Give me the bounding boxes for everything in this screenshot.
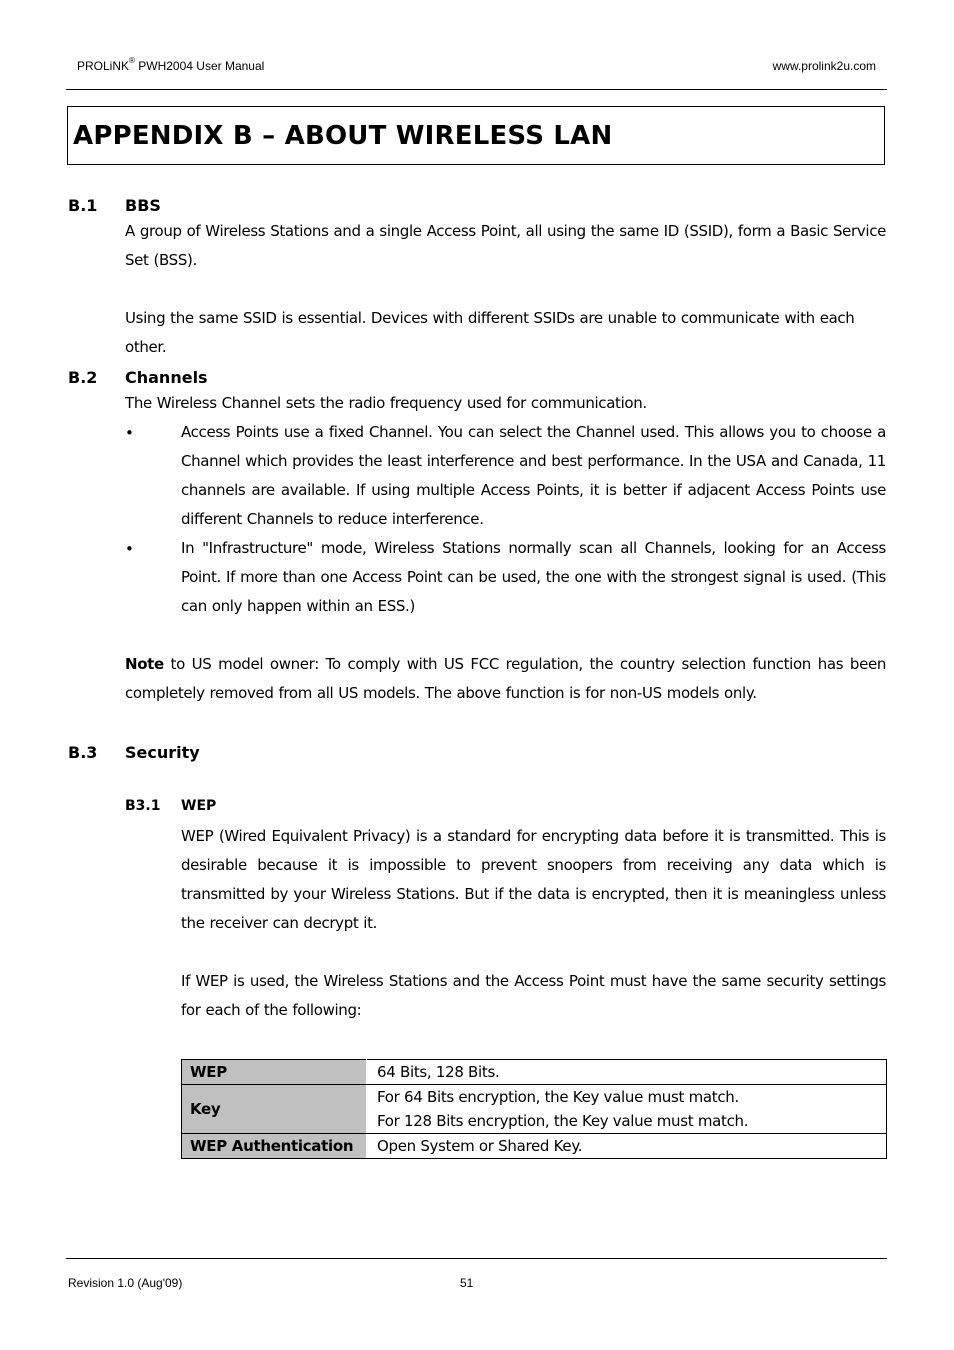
- table-key-cell: WEP Authentication: [182, 1134, 367, 1159]
- wep-settings-table: [181, 1059, 887, 1159]
- note-label: Note: [125, 655, 164, 673]
- section-number-b3: B.3: [68, 743, 98, 762]
- bbs-paragraph-2: Using the same SSID is essential. Devices with different SSIDs are unable to communicate with each other.: [125, 309, 855, 356]
- bullet-icon: •: [125, 424, 134, 442]
- section-number-b2: B.2: [68, 368, 98, 387]
- table-key-cell: WEP: [182, 1060, 367, 1085]
- table-row: [182, 1085, 887, 1134]
- section-title-channels: Channels: [125, 368, 208, 387]
- section-title-security: Security: [125, 743, 200, 762]
- subsection-number-b31: B3.1: [125, 798, 161, 814]
- bullet-icon: •: [125, 540, 134, 558]
- note-text: to US model owner: To comply with US FCC regulation, the country selection function has been completely removed from all US models. The above function is for non-US models only.: [125, 655, 886, 702]
- header-rule: [66, 89, 887, 90]
- registered-mark: ®: [129, 56, 135, 65]
- appendix-title: APPENDIX B – ABOUT WIRELESS LAN: [73, 121, 613, 151]
- table-value-cell: [367, 1134, 887, 1159]
- channels-intro: The Wireless Channel sets the radio frequency used for communication.: [125, 394, 647, 412]
- us-model-note: [125, 650, 886, 708]
- wep-paragraph-1: WEP (Wired Equivalent Privacy) is a standard for encrypting data before it is transmitted. This is desirable because it is impossible to prevent snoopers from receiving any data which is transmitted by your Wireless Stations. But if the data is encrypted, then it is meaningless unless the receiver can decrypt it.: [181, 827, 886, 932]
- wep-paragraph-2: If WEP is used, the Wireless Stations and the Access Point must have the same security settings for each of the following:: [181, 972, 886, 1019]
- section-title-bbs: BBS: [125, 196, 161, 215]
- table-value-line: For 64 Bits encryption, the Key value must match.: [377, 1088, 739, 1106]
- footer-rule: [66, 1258, 887, 1259]
- subsection-title-wep: WEP: [181, 798, 217, 814]
- section-number-b1: B.1: [68, 196, 98, 215]
- table-value-cell: [367, 1085, 887, 1134]
- manual-name: PWH2004 User Manual: [134, 59, 265, 73]
- table-row: [182, 1060, 887, 1085]
- footer-page-number: 51: [460, 1276, 474, 1290]
- brand-name: PROLiNK: [77, 59, 130, 73]
- channels-bullet-1: Access Points use a fixed Channel. You can select the Channel used. This allows you to choose a Channel which provides the least interference and best performance. In the USA and Canada, 11 channels are available. If using multiple Access Points, it is better if adjacent Access Points use different Channels to reduce interference.: [181, 423, 886, 528]
- channels-bullet-2: In "Infrastructure" mode, Wireless Stations normally scan all Channels, looking for an Access Point. If more than one Access Point can be used, the one with the strongest signal is used. (This can only happen within an ESS.): [181, 539, 886, 615]
- appendix-title-box: [67, 106, 885, 165]
- bbs-paragraph-1: A group of Wireless Stations and a single Access Point, all using the same ID (SSID), form a Basic Service Set (BSS).: [125, 222, 886, 269]
- table-value-line: 64 Bits, 128 Bits.: [377, 1063, 500, 1081]
- footer-revision: Revision 1.0 (Aug'09): [68, 1276, 183, 1290]
- header-manual-title: [77, 56, 265, 73]
- table-value-cell: [367, 1060, 887, 1085]
- table-value-line: For 128 Bits encryption, the Key value must match.: [377, 1112, 749, 1130]
- table-key-cell: Key: [182, 1085, 367, 1134]
- header-website: www.prolink2u.com: [772, 59, 876, 73]
- table-row: [182, 1134, 887, 1159]
- table-value-line: Open System or Shared Key.: [377, 1137, 583, 1155]
